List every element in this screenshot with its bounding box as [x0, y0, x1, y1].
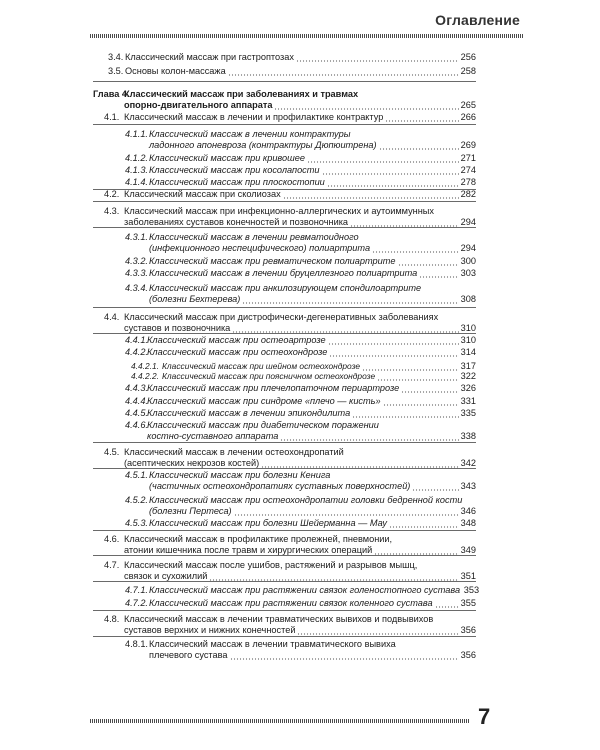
toc-entry-page: 265	[460, 100, 476, 110]
toc-entry-number: 4.4.2.2.	[131, 371, 159, 381]
toc-entry-number: 4.4.	[104, 312, 120, 322]
toc-entry-page: 274	[460, 165, 476, 175]
dot-leader	[377, 373, 459, 381]
toc-entry-title: (болезни Пертеса)	[149, 506, 232, 516]
dot-leader	[322, 167, 459, 175]
toc-entry-title: Классический массаж при дистрофически-дегенеративных заболеваниях	[124, 312, 439, 322]
section-divider	[93, 124, 476, 125]
toc-entry-title: Классический массаж при болезни Шейерманна — Мау	[149, 518, 387, 528]
toc-entry-page: 335	[460, 408, 476, 418]
toc-entry-number: 4.4.2.	[125, 347, 148, 357]
dot-leader	[350, 219, 459, 227]
dot-leader	[297, 627, 459, 635]
toc-entry-page: 294	[460, 243, 476, 253]
toc-entry-title: Классический массаж при поясничном остеохондрозе	[162, 371, 376, 381]
toc-entry-title: Классический массаж при инфекционно-аллергических и аутоиммунных	[124, 206, 435, 216]
toc-entry-title: Классический массаж при гастроптозах	[125, 52, 294, 62]
toc-entry-page: 310	[460, 323, 476, 333]
dot-leader	[327, 179, 459, 187]
toc-entry-page: 308	[460, 294, 476, 304]
dot-leader	[283, 191, 459, 199]
toc-entry-title: плечевого сустава	[149, 650, 228, 660]
toc-entry-number: 4.2.	[104, 189, 120, 199]
toc-entry-title: связок и сухожилий	[124, 571, 208, 581]
toc-entry-page: 300	[460, 256, 476, 266]
toc-entry-number: 4.3.3.	[125, 268, 148, 278]
toc-entry-title: Классический массаж в лечении травматических вывихов и подвывихов	[124, 614, 434, 624]
toc-entry-title: Классический массаж в лечении контрактуры	[149, 129, 351, 139]
toc-entry-number: 4.1.2.	[125, 153, 148, 163]
dot-leader	[274, 102, 459, 110]
toc-entry-title: Классический массаж в лечении травматического вывиха	[149, 639, 396, 649]
toc-entry-title: Классический массаж при диабетическом поражении	[147, 420, 379, 430]
toc-entry-page: 314	[460, 347, 476, 357]
toc-entry-title: Классический массаж в лечении эпикондилита	[147, 408, 351, 418]
dot-leader	[261, 460, 459, 468]
section-divider	[93, 581, 476, 582]
toc-entry-title: суставов верхних и нижних конечностей	[124, 625, 296, 635]
page-number: 7	[478, 704, 491, 729]
toc-entry-number: 3.4.	[108, 52, 124, 62]
toc-entry-page: 256	[460, 52, 476, 62]
dot-leader	[352, 410, 459, 418]
toc-entry-number: 4.4.1.	[125, 335, 148, 345]
toc-entry-page: 338	[460, 431, 476, 441]
toc-entry-title: Классический массаж при остеохондропатии головки бедренной кости	[149, 495, 463, 505]
toc-entry-number: Глава 4.	[93, 89, 130, 99]
toc-entry-title: костно-суставного аппарата	[147, 431, 279, 441]
toc-entry-number: 4.3.4.	[125, 283, 148, 293]
toc-entry-page: 356	[460, 625, 476, 635]
toc-entry-number: 4.5.1.	[125, 470, 148, 480]
dot-leader	[372, 245, 459, 253]
toc-entry-title: Классический массаж при кривошее	[149, 153, 305, 163]
toc-entry-title: Классический массаж при растяжении связок коленного сустава	[149, 598, 433, 608]
toc-entry-number: 4.4.6.	[125, 420, 148, 430]
toc-entry-number: 4.4.3.	[125, 383, 148, 393]
toc-entry-page: 348	[460, 518, 476, 528]
toc-entry-number: 4.1.1.	[125, 129, 148, 139]
toc-entry-title: (болезни Бехтерева)	[149, 294, 241, 304]
dot-leader	[389, 520, 459, 528]
section-divider	[93, 201, 476, 202]
toc-entry-number: 4.3.1.	[125, 232, 148, 242]
toc-entry-title: Основы колон-массажа	[125, 66, 226, 76]
running-header-title: Оглавление	[435, 12, 520, 28]
toc-entry-number: 4.3.2.	[125, 256, 148, 266]
section-divider	[93, 555, 476, 556]
toc-entry-title: Классический массаж при ревматическом полиартрите	[149, 256, 396, 266]
toc-entry-page: 355	[460, 598, 476, 608]
toc-entry-title: Классический массаж при сколиозах	[124, 189, 281, 199]
toc-entry-page: 356	[460, 650, 476, 660]
section-divider	[93, 227, 476, 228]
toc-entry-page: 349	[460, 545, 476, 555]
toc-entry-page: 282	[460, 189, 476, 199]
dot-leader	[383, 398, 459, 406]
toc-entry-page: 353	[463, 585, 480, 595]
toc-entry-title: атонии кишечника после травм и хирургических операций	[124, 545, 373, 555]
toc-entry-title: суставов и позвоночника	[124, 323, 231, 333]
toc-entry-number: 4.4.4.	[125, 396, 148, 406]
toc-entry-title: Классический массаж при шейном остеохондрозе	[162, 361, 361, 371]
toc-entry-title: Классический массаж при плечелопаточном периартрозе	[147, 383, 400, 393]
toc-entry-title: Классический массаж при анкилозирующем спондилоартрите	[149, 283, 422, 293]
section-divider	[93, 81, 476, 82]
dot-leader	[228, 68, 459, 76]
dot-leader	[329, 349, 459, 357]
toc-entry-title: Классический массаж при остеохондрозе	[147, 347, 328, 357]
toc-entry-page: 310	[460, 335, 476, 345]
dot-leader	[307, 155, 459, 163]
toc-entry-page: 331	[460, 396, 476, 406]
toc-entry-title: Классический массаж в профилактике пролежней, пневмонии,	[124, 534, 393, 544]
dot-leader	[419, 270, 459, 278]
toc-entry-number: 4.8.1.	[125, 639, 148, 649]
toc-entry-number: 4.1.3.	[125, 165, 148, 175]
toc-entry-title: Классический массаж в лечении остеохондропатий	[124, 447, 344, 457]
dot-leader	[234, 508, 459, 516]
toc-entry-page: 303	[460, 268, 476, 278]
toc-entry-title: Классический массаж при синдроме «плечо — кисть»	[147, 396, 381, 406]
toc-entry-page: 351	[460, 571, 476, 581]
toc-entry-title: Классический массаж при растяжении связок голеностопного сустава	[149, 585, 461, 595]
toc-entry-title: Классический массаж при плоскостопии	[149, 177, 325, 187]
toc-entry-number: 4.5.2.	[125, 495, 148, 505]
footer-dotted-rule	[90, 719, 470, 723]
toc-entry-title: опорно-двигательного аппарата	[124, 100, 273, 110]
toc-entry-title: Классический массаж при заболеваниях и травмах	[124, 89, 359, 99]
toc-entry-title: заболеваниях суставов конечностей и позвоночника	[124, 217, 349, 227]
dot-leader	[328, 337, 459, 345]
toc-entry-page: 346	[460, 506, 476, 516]
toc-entry-page: 326	[460, 383, 476, 393]
toc-entry-page: 269	[460, 140, 476, 150]
toc-entry-number: 4.1.	[104, 112, 120, 122]
toc-entry-title: ладонного апоневроза (контрактуры Дюпюитрена)	[149, 140, 377, 150]
toc-entry-number: 4.6.	[104, 534, 120, 544]
toc-entry-number: 4.7.	[104, 560, 120, 570]
section-divider	[93, 307, 476, 308]
toc-entry-page: 271	[460, 153, 476, 163]
toc-entry-number: 4.5.3.	[125, 518, 148, 528]
dot-leader	[209, 573, 459, 581]
toc-entry-number: 4.3.	[104, 206, 120, 216]
dot-leader	[230, 652, 459, 660]
toc-entry-title: Классический массаж после ушибов, растяжений и разрывов мышц,	[124, 560, 418, 570]
toc-entry-number: 4.7.2.	[125, 598, 148, 608]
dot-leader	[401, 385, 459, 393]
toc-entry-number: 4.4.2.1.	[131, 361, 159, 371]
section-divider	[93, 442, 476, 443]
toc-entry-page: 317	[460, 361, 476, 371]
toc-entry-title: (инфекционного неспецифического) полиартрита	[149, 243, 371, 253]
toc-entry-page: 343	[460, 481, 476, 491]
toc-entry-title: Классический массаж в лечении и профилактике контрактур	[124, 112, 384, 122]
toc-entry-number: 3.5.	[108, 66, 124, 76]
dot-leader	[242, 296, 459, 304]
section-divider	[93, 530, 476, 531]
dot-leader	[412, 483, 459, 491]
dot-leader	[385, 114, 459, 122]
dot-leader	[379, 142, 459, 150]
dot-leader	[398, 258, 459, 266]
dot-leader	[362, 363, 459, 371]
toc-entry-number: 4.7.1.	[125, 585, 148, 595]
toc-entry-page: 322	[460, 371, 476, 381]
toc-entry-title: Классический массаж в лечении ревматоидного	[149, 232, 359, 242]
dot-leader	[280, 433, 459, 441]
toc-entry-title: Классический массаж при остеоартрозе	[147, 335, 326, 345]
toc-entry-number: 4.5.	[104, 447, 120, 457]
toc-entry-title: Классический массаж при болезни Кенига	[149, 470, 331, 480]
section-divider	[93, 333, 476, 334]
toc-entry-number: 4.8.	[104, 614, 120, 624]
section-divider	[93, 610, 476, 611]
dot-leader	[232, 325, 459, 333]
toc-entry-page: 294	[460, 217, 476, 227]
toc-entry-title: Классический массаж при косолапости	[149, 165, 320, 175]
toc-entry-title: Классический массаж в лечении бруцеллезного полиартрита	[149, 268, 418, 278]
dot-leader	[435, 600, 459, 608]
toc-entry-page: 266	[460, 112, 476, 122]
section-divider	[93, 468, 476, 469]
dot-leader	[296, 54, 459, 62]
toc-entry-page: 342	[460, 458, 476, 468]
toc-entry-title: (частичных остеохондропатиях суставных поверхностей)	[149, 481, 411, 491]
toc-entry-title: (асептических некрозов костей)	[124, 458, 260, 468]
dot-leader	[374, 547, 459, 555]
toc-entry-page: 278	[460, 177, 476, 187]
toc-entry-number: 4.1.4.	[125, 177, 148, 187]
toc-entry-number: 4.4.5.	[125, 408, 148, 418]
toc-entry-page: 258	[460, 66, 476, 76]
section-divider	[93, 636, 476, 637]
